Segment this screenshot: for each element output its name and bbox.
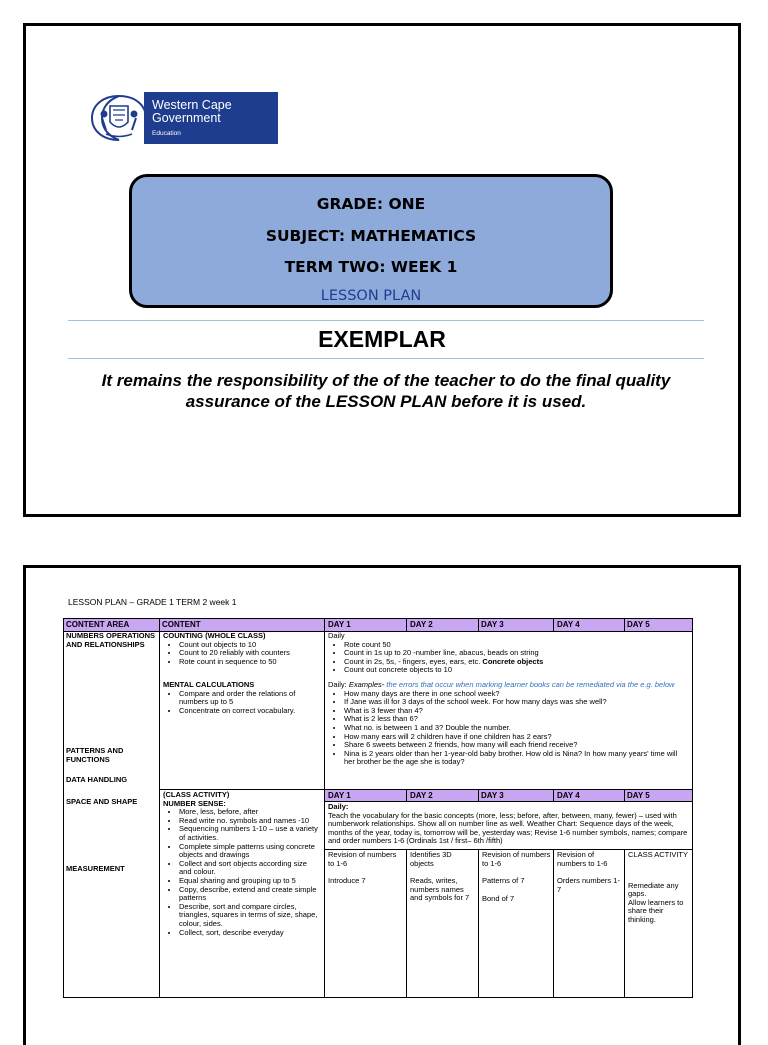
header-day-3: DAY 3 [481,620,504,629]
col-divider [553,790,554,802]
col-divider [478,619,479,631]
logo-line-1: Western Cape [152,98,232,112]
day-1-line: Introduce 7 [328,876,366,886]
day-5-line: Remediate any gaps. [628,880,679,899]
number-sense-item: • More, less, before, after [179,808,321,817]
week-header-day-1: DAY 1 [328,791,351,800]
lesson-plan-table [63,618,693,998]
wcg-logo [88,92,278,144]
col-divider [406,619,407,631]
number-sense-content [163,791,321,937]
col-divider [553,619,554,631]
mental-item: • Concentrate on correct vocabulary. [179,707,321,716]
coat-of-arms-icon [88,92,150,144]
concrete-objects-label: Concrete objects [482,656,544,666]
lesson-plan-title: LESSON PLAN – GRADE 1 TERM 2 week 1 [68,597,237,607]
area-measurement: MEASUREMENT [66,864,125,873]
week-daily-text: Teach the vocabulary for the basic concepts (more, less; before, after, between, many, fewer) – used with numberwork relationships. Show all on number line as well. Weather Chart: Sequence days of the week, months of the year, today is, tomorrow will be, yesterday was; Revise 1-6 number symbols, names; compare and order numbers 1-6 (Ordinals 1st / first– 6th /fifth) [328,810,688,846]
week-daily-label: Daily: [328,802,349,811]
number-sense-item: • Collect, sort, describe everyday [179,929,321,938]
week-daily [328,803,690,846]
day-3-cell [482,851,552,903]
area-space-shape: SPACE AND SHAPE [66,797,138,806]
header-day-1: DAY 1 [328,620,351,629]
mental-examples [328,681,690,767]
col-divider [624,619,625,631]
question-item: • How many days are there in one school week? [344,690,690,699]
counting-content [163,632,321,666]
day-4-line: Orders numbers 1-7 [557,876,620,894]
col-divider [159,619,160,997]
mental-content [163,681,321,715]
lesson-plan-title: LESSON PLAN [320,288,422,304]
question-item: • What is 2 less than 6? [344,715,690,724]
class-activity-label: (CLASS ACTIVITY) [163,790,230,799]
logo-line-2: Government [152,111,221,125]
daily-label: Daily [328,631,345,640]
number-sense-item: • Read write no. symbols and names -10 [179,817,321,826]
mental-item: • Compare and order the relations of numbers up to 5 [179,690,321,707]
col-divider [406,790,407,802]
number-sense-item: • Equal sharing and grouping up to 5 [179,877,321,886]
header-day-4: DAY 4 [557,620,580,629]
day-1-cell [328,851,404,886]
day-2-line: Reads, writes, numbers names and symbols for 7 [410,876,470,903]
day-3-line: Bond of 7 [482,893,515,903]
header-day-2: DAY 2 [410,620,433,629]
cover-page [23,23,741,517]
number-sense-item: • Describe, sort and compare circles, triangles, squares in terms of size, shape, colour, sides. [179,903,321,929]
question-item: • Nina is 2 years older than her 1-year-old baby brother. How old is Nina? In how many years' time will her brother be the age she is today? [344,750,690,767]
day-2-line: Identifies 3D objects [410,850,452,868]
area-numbers: NUMBERS OPERATIONS AND RELATIONSHIPS [66,631,156,649]
col-divider [478,849,479,997]
daily-item: • Rote count 50 [344,641,690,650]
question-item: • How many ears will 2 children have if one children has 2 ears? [344,733,690,742]
examples-daily-label: Daily: [328,680,347,689]
number-sense-item: • Complete simple patterns using concrete objects and drawings [179,843,321,860]
day-4-cell [557,851,622,894]
responsibility-notice: It remains the responsibility of the of the teacher to do the final quality assurance of the LESSON PLAN before it is used. [101,371,671,411]
number-sense-item: • Sequencing numbers 1-10 – use a variety of activities. [179,825,321,842]
week-header-day-5: DAY 5 [627,791,650,800]
header-day-5: DAY 5 [627,620,650,629]
examples-note: the errors that occur when marking learner books can be remediated via the e.g. below [386,680,675,689]
term-title: TERM TWO: WEEK 1 [284,258,458,276]
question-item: • If Jane was ill for 3 days of the school week. For how many days was she well? [344,698,690,707]
col-divider [324,619,325,997]
day-5-line: CLASS ACTIVITY [628,850,689,859]
counting-heading: COUNTING (WHOLE CLASS) [163,631,266,640]
counting-daily [328,632,690,675]
day-3-line: Revision of numbers to 1-6 [482,850,551,868]
area-patterns: PATTERNS AND FUNCTIONS [66,746,124,764]
day-5-line: Allow learners to share their thinking. [628,897,684,924]
examples-label: Examples- [348,680,385,689]
area-data-handling: DATA HANDLING [66,775,128,784]
counting-item: • Count out objects to 10 [179,641,321,650]
day-5-cell [628,851,690,925]
question-item: • Share 6 sweets between 2 friends, how many will each friend receive? [344,741,690,750]
divider-bottom [68,358,704,359]
title-box [129,174,613,308]
number-sense-item: • Collect and sort objects according size and colour. [179,860,321,877]
divider-top [68,320,704,321]
question-item: • What no. is between 1 and 3? Double the number. [344,724,690,733]
number-sense-item: • Copy, describe, extend and create simple patterns [179,886,321,903]
mental-heading: MENTAL CALCULATIONS [163,680,255,689]
header-content-area: CONTENT AREA [66,620,130,629]
counting-item: • Rote count in sequence to 50 [179,658,321,667]
week-header-day-3: DAY 3 [481,791,504,800]
week-header-day-2: DAY 2 [410,791,433,800]
daily-item-text: Count in 2s, 5s, - fingers, eyes, ears, etc. [344,656,481,666]
col-divider [553,849,554,997]
daily-item: • Count out concrete objects to 10 [344,666,690,675]
day-1-line: Revision of numbers to 1-6 [328,850,397,868]
counting-item: • Count to 20 reliably with counters [179,649,321,658]
lesson-plan-page [23,565,741,1045]
col-divider [478,790,479,802]
day-4-line: Revision of numbers to 1-6 [557,850,608,868]
col-divider [624,790,625,802]
number-sense-heading: NUMBER SENSE: [163,798,226,808]
col-divider [624,849,625,997]
week-header-day-4: DAY 4 [557,791,580,800]
logo-line-3: Education [152,130,181,137]
col-divider [406,849,407,997]
day-2-cell [410,851,476,903]
day-3-line: Patterns of 7 [482,876,525,886]
header-content: CONTENT [162,620,201,629]
subject-title: SUBJECT: MATHEMATICS [265,227,477,245]
question-item: • What is 3 fewer than 4? [344,707,690,716]
daily-item: • Count in 1s up to 20 -number line, abacus, beads on string [344,649,690,658]
grade-title: GRADE: ONE [316,195,426,213]
logo-wordmark [144,92,278,144]
exemplar-heading: EXEMPLAR [318,326,446,352]
